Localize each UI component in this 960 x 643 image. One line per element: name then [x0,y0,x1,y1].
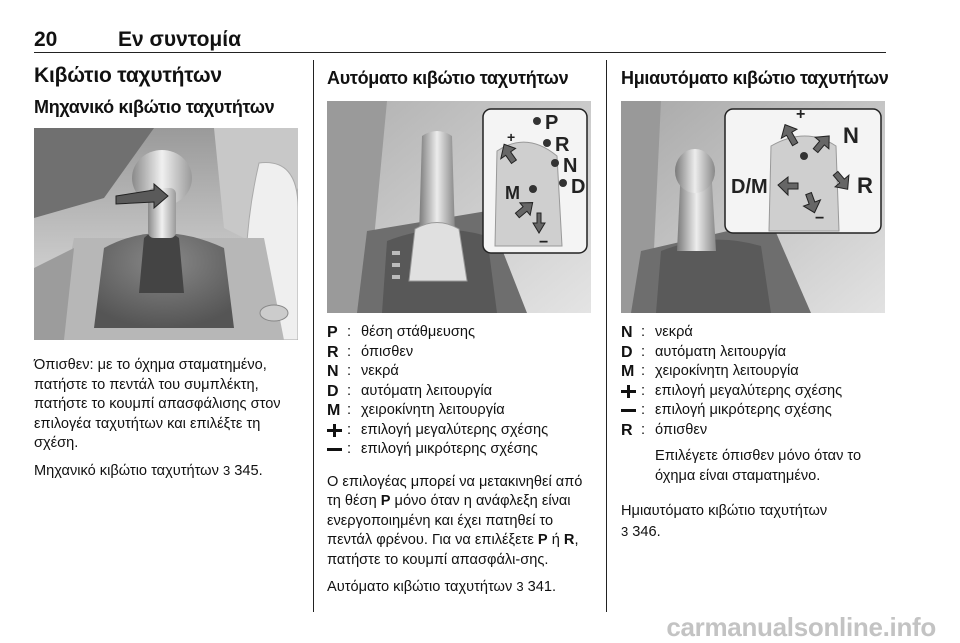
legend-item: : επιλογή μικρότερης σχέσης [621,401,886,421]
automatic-gearbox-legend [327,323,592,460]
legend-item: N : νεκρά [621,324,693,341]
semiautomatic-gearbox-reference[interactable] [621,502,886,542]
column-manual [34,60,299,481]
legend-item: N : νεκρά [327,363,399,380]
manual-gearbox-figure [34,128,298,340]
legend-item: : επιλογή μικρότερης σχέσης [327,440,592,460]
column-divider-1 [313,60,314,612]
page-number: 20 [34,28,58,51]
reference-page: 341. [527,579,557,595]
legend-item: D : αυτόματη λειτουργία [327,382,493,400]
automatic-gearbox-title: Αυτόματο κιβώτιο ταχυτήτων [327,68,569,88]
reference-text: Αυτόματο κιβώτιο ταχυτήτων [327,579,513,595]
column-automatic [327,60,592,598]
plus-icon [621,385,636,398]
selector-lever-paragraph: Ο επιλογέας μπορεί να μετακινηθεί από τη θέση P μόνο όταν η ανάφλεξη είναι ενεργοποιημένη και έχει πατηθεί το πεντάλ φρένου. Για να επιλέξετε P ή R, πατήστε το κουμπί απασφάλι-σης. [327,473,583,568]
fig-label-n: N [563,155,578,177]
minus-icon [327,443,342,456]
fig-label-n: N [843,123,859,148]
legend-item: M : χειροκίνητη λειτουργία [327,402,505,419]
manual-gearbox-title: Μηχανικό κιβώτιο ταχυτήτων [34,97,275,117]
column-divider-2 [606,60,607,612]
automatic-gearbox-reference[interactable] [327,577,592,598]
fig-label-p: P [545,112,559,134]
manual-gearbox-reference[interactable] [34,461,299,482]
legend-item: M : χειροκίνητη λειτουργία [621,363,799,380]
semiautomatic-gearbox-figure [621,101,885,313]
reference-text: Μηχανικό κιβώτιο ταχυτήτων [34,462,219,479]
minus-icon [621,404,636,417]
reference-arrow-icon: 3 [621,523,629,539]
legend-item: : επιλογή μεγαλύτερης σχέσης [327,421,592,441]
fig-label-dm: D/M [731,176,768,198]
watermark: carmanualsonline.info [666,612,936,642]
semiautomatic-gearbox-legend [621,323,886,440]
chapter-title: Εν συντομία [118,28,241,51]
fig-label-m: M [505,183,520,203]
plus-icon [327,424,342,437]
automatic-gearbox-figure [327,101,591,313]
header-rule [34,52,886,53]
svg-text:−: − [539,234,549,251]
fig-label-r: R [555,134,570,156]
legend-item: P : θέση στάθμευσης [327,324,475,341]
reference-page: 345. [234,462,263,479]
svg-text:−: − [815,210,825,227]
reference-arrow-icon: 3 [222,462,231,478]
reference-page: 346. [632,523,661,540]
legend-item: D : αυτόματη λειτουργία [621,343,787,361]
svg-text:+: + [796,106,806,123]
fig-label-d: D [571,176,586,198]
column-semiautomatic [621,60,889,542]
reference-arrow-icon: 3 [516,579,524,594]
semiautomatic-gearbox-title: Ημιαυτόματο κιβώτιο ταχυτήτων [621,68,889,88]
legend-item: R : όπισθεν [327,343,414,361]
svg-text:+: + [507,129,516,145]
reverse-gear-instructions: Όπισθεν: με το όχημα σταματημένο, πατήστε το πεντάλ του συμπλέκτη, πατήστε το κουμπί απασφάλισης στον επιλογέα ταχυτήτων και επιλέξτε τη σχέση. [34,357,281,451]
legend-item: : επιλογή μεγαλύτερης σχέσης [621,382,886,402]
legend-item: R : όπισθεν [621,421,708,439]
section-title: Κιβώτιο ταχυτήτων [34,64,222,87]
reverse-note: Επιλέγετε όπισθεν μόνο όταν το όχημα είναι σταματημένο. [655,448,862,484]
page-header [34,28,886,52]
reference-text: Ημιαυτόματο κιβώτιο ταχυτήτων [621,503,828,519]
fig-label-r: R [857,173,873,198]
